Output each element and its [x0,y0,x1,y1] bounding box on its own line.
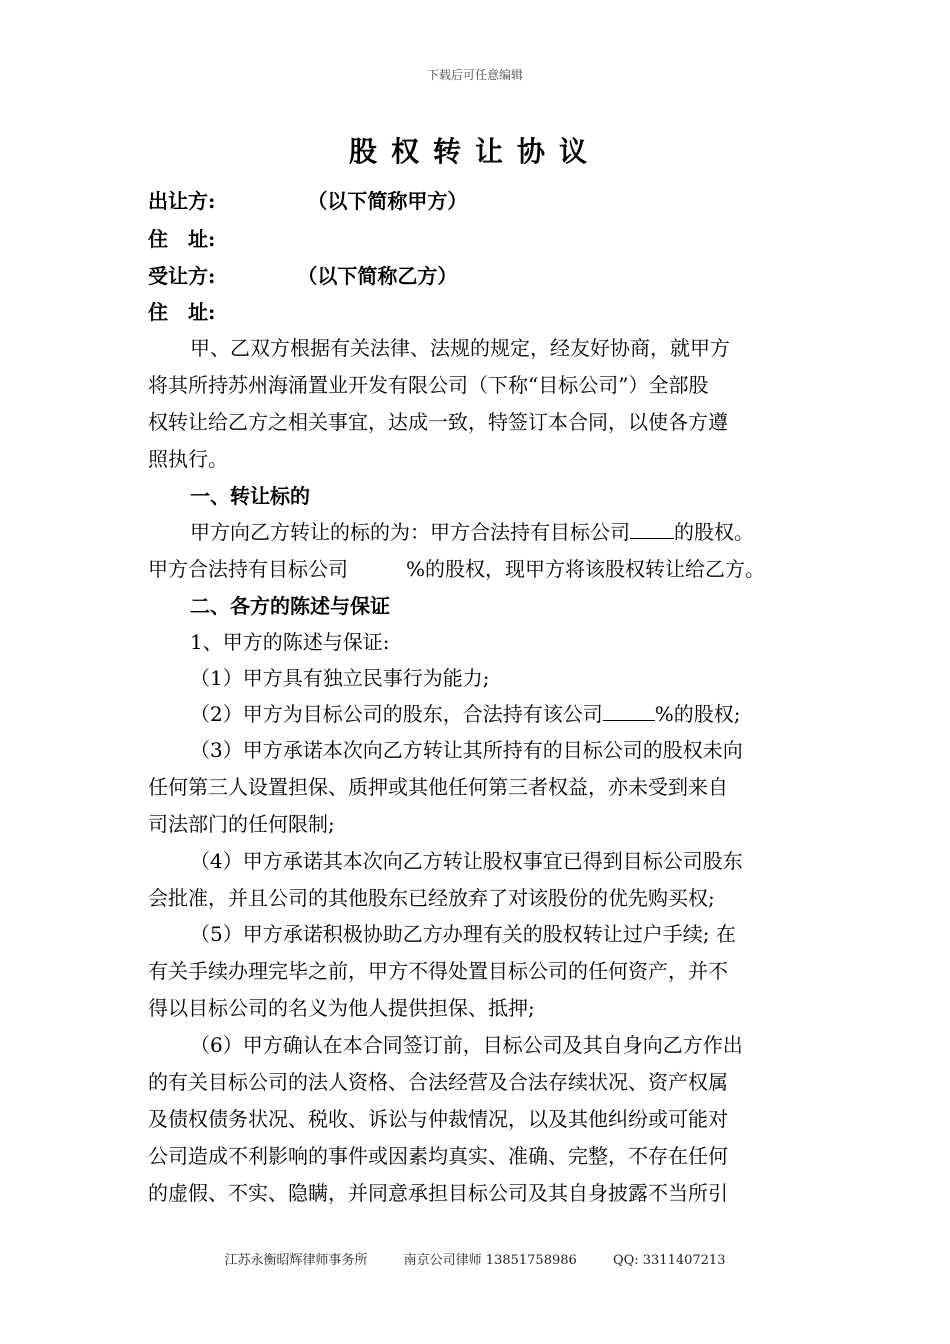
section2-sub1: 1、甲方的陈述与保证: [190,630,390,654]
footer-qq: QQ: 3311407213 [612,1253,726,1268]
item3-line: （3）甲方承诺本次向乙方转让其所持有的目标公司的股权未向 [190,738,743,762]
transferee-note: （以下简称乙方） [297,264,458,288]
page-footer [0,1249,950,1268]
section1-text: 甲方合法持有目标公司 [148,557,348,581]
address2-line [148,298,215,326]
preamble-line: 照执行。 [148,447,228,471]
item6-line: 公司造成不利影响的事件或因素均真实、准确、完整，不存在任何 [148,1144,728,1168]
section1-line2 [148,555,765,583]
item2 [190,700,740,728]
item6-line: 的虚假、不实、隐瞒，并同意承担目标公司及其自身披露不当所引 [148,1181,728,1205]
item6-line: （6）甲方确认在本合同签订前，目标公司及其自身向乙方作出 [190,1033,743,1057]
transferor-line [148,187,467,215]
blank-field [603,700,655,721]
item1: （1）甲方具有独立民事行为能力; [190,666,490,690]
section1-heading: 一、转让标的 [190,484,310,508]
address2-label: 住 址: [148,300,216,324]
item2-text: %的股权; [654,702,741,726]
header-note: 下载后可任意编辑 [426,68,523,82]
item4-line: 会批准，并且公司的其他股东已经放弃了对该股份的优先购买权; [148,886,715,910]
item2-text: （2）甲方为目标公司的股东，合法持有该公司 [190,702,603,726]
item5-line: 得以目标公司的名义为他人提供担保、抵押; [148,996,535,1020]
document-title: 股权转让协议 [348,135,601,168]
item6-line: 及债权债务状况、税收、诉讼与仲裁情况，以及其他纠纷或可能对 [148,1107,728,1131]
address1-line [148,225,215,253]
blank-field [630,518,674,539]
footer-lawyer: 南京公司律师 13851758986 [403,1253,577,1268]
preamble-line: 权转让给乙方之相关事宜，达成一致，特签订本合同，以使各方遵 [148,410,728,434]
preamble-line: 甲、乙双方根据有关法律、法规的规定，经友好协商，就甲方 [190,336,730,360]
transferee-line [148,262,457,290]
section1-text: %的股权，现甲方将该股权转让给乙方。 [406,557,766,581]
section1-line1 [190,518,754,546]
footer-firm: 江苏永衡昭辉律师事务所 [224,1253,368,1268]
item5-line: 有关手续办理完毕之前，甲方不得处置目标公司的任何资产，并不 [148,959,728,983]
item4-line: （4）甲方承诺其本次向乙方转让股权事宜已得到目标公司股东 [190,849,743,873]
item5-line: （5）甲方承诺积极协助乙方办理有关的股权转让过户手续; 在 [190,922,736,946]
section1-text: 甲方向乙方转让的标的为：甲方合法持有目标公司 [190,520,630,544]
item3-line: 司法部门的任何限制; [148,812,335,836]
transferor-label: 出让方: [148,189,216,213]
transferor-note: （以下简称甲方） [307,189,468,213]
address1-label: 住 址: [148,227,216,251]
item3-line: 任何第三人设置担保、质押或其他任何第三者权益，亦未受到来自 [148,775,728,799]
transferee-label: 受让方: [148,264,216,288]
section1-text: 的股权。 [674,520,754,544]
preamble-line: 将其所持苏州海涌置业开发有限公司（下称“目标公司”）全部股 [148,373,709,397]
section2-heading: 二、各方的陈述与保证 [190,594,390,618]
item6-line: 的有关目标公司的法人资格、合法经营及合法存续状况、资产权属 [148,1070,728,1094]
